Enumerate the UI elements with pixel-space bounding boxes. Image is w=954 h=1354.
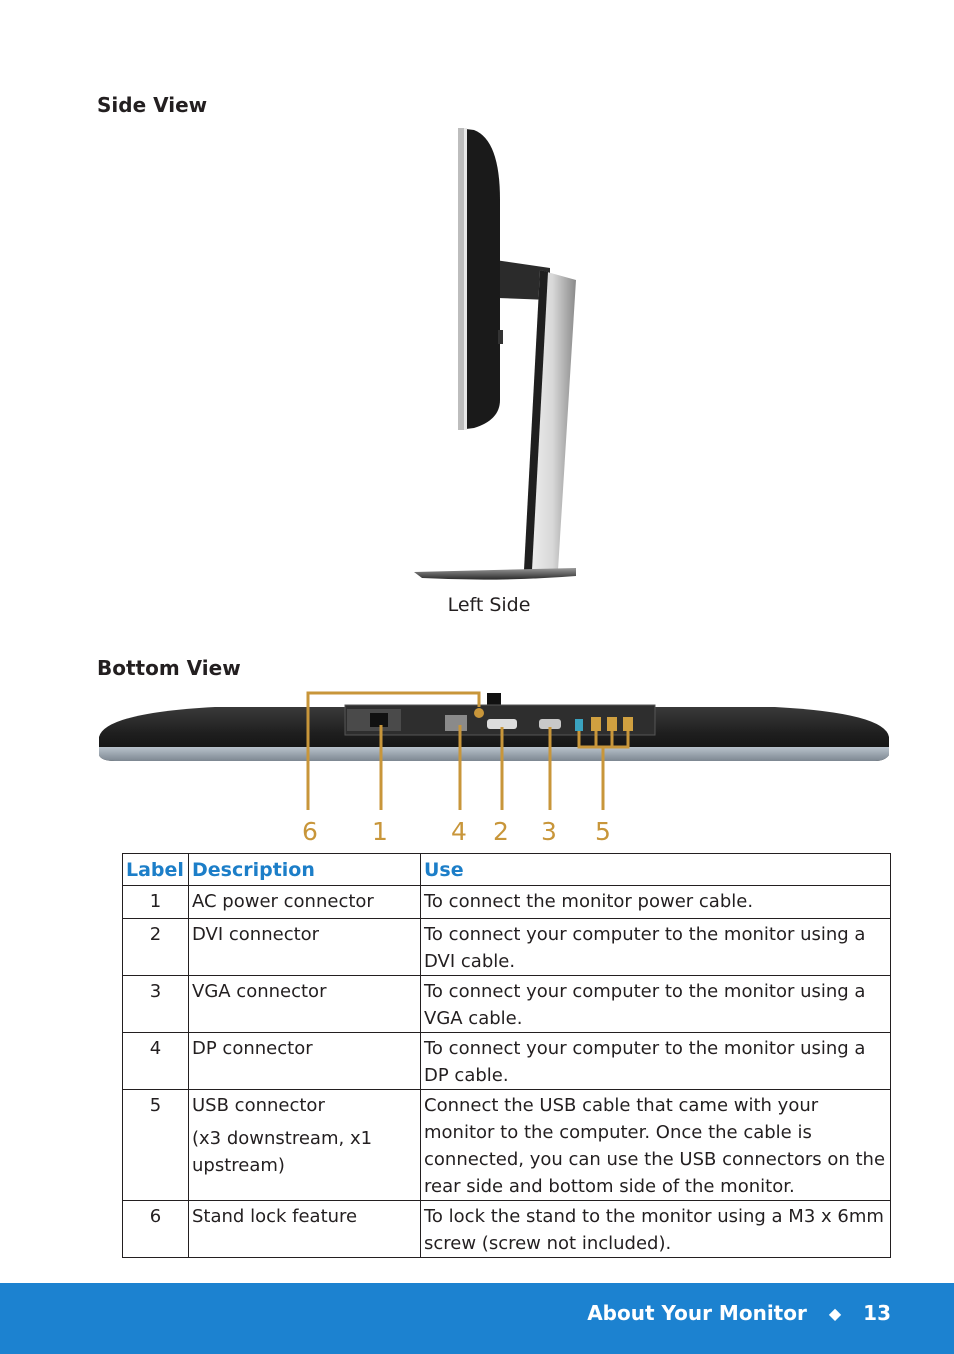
header-use: Use <box>421 854 891 886</box>
diamond-separator-icon: ◆ <box>828 1303 842 1323</box>
page-number: 13 <box>863 1301 891 1325</box>
callout-4: 4 <box>451 817 467 846</box>
footer-text <box>587 1301 891 1325</box>
row-use: To connect your computer to the monitor using a DP cable. <box>421 1033 891 1090</box>
row-description-cell <box>189 1090 421 1201</box>
table-row <box>123 1033 891 1090</box>
side-view-caption: Left Side <box>447 594 531 616</box>
row-description: AC power connector <box>189 886 421 919</box>
row-use: To connect your computer to the monitor using a VGA cable. <box>421 976 891 1033</box>
header-label: Label <box>123 854 189 886</box>
row-use: To connect the monitor power cable. <box>421 886 891 919</box>
callout-1: 1 <box>372 817 388 846</box>
table-header-row <box>123 854 891 886</box>
footer-section-title: About Your Monitor <box>587 1301 807 1325</box>
callout-6: 6 <box>302 817 318 846</box>
connector-table <box>122 853 891 1258</box>
side-view-heading: Side View <box>97 93 208 117</box>
row-description: Stand lock feature <box>189 1201 421 1258</box>
row-use: To lock the stand to the monitor using a M3 x 6mm screw (screw not included). <box>421 1201 891 1258</box>
row-label: 3 <box>123 976 189 1033</box>
callout-5: 5 <box>595 817 611 846</box>
callout-2: 2 <box>493 817 509 846</box>
row-label: 5 <box>123 1090 189 1201</box>
page-footer <box>0 1283 954 1354</box>
monitor-bottom-view-image <box>95 685 895 850</box>
table-row <box>123 919 891 976</box>
row-description: DP connector <box>189 1033 421 1090</box>
row-description: VGA connector <box>189 976 421 1033</box>
row-description-note: (x3 downstream, x1 upstream) <box>192 1128 373 1176</box>
row-label: 4 <box>123 1033 189 1090</box>
table-row <box>123 886 891 919</box>
row-use: To connect your computer to the monitor using a DVI cable. <box>421 919 891 976</box>
row-description: DVI connector <box>189 919 421 976</box>
bottom-view-heading: Bottom View <box>97 656 241 680</box>
callout-3: 3 <box>541 817 557 846</box>
header-description: Description <box>189 854 421 886</box>
row-label: 6 <box>123 1201 189 1258</box>
monitor-side-view-image <box>400 120 590 590</box>
table-row <box>123 1201 891 1258</box>
row-description: USB connector <box>192 1095 325 1116</box>
row-label: 2 <box>123 919 189 976</box>
table-row <box>123 1090 891 1201</box>
row-use: Connect the USB cable that came with your monitor to the computer. Once the cable is connected, you can use the USB connectors on the rear side and bottom side of the monitor. <box>421 1090 891 1201</box>
table-row <box>123 976 891 1033</box>
row-label: 1 <box>123 886 189 919</box>
